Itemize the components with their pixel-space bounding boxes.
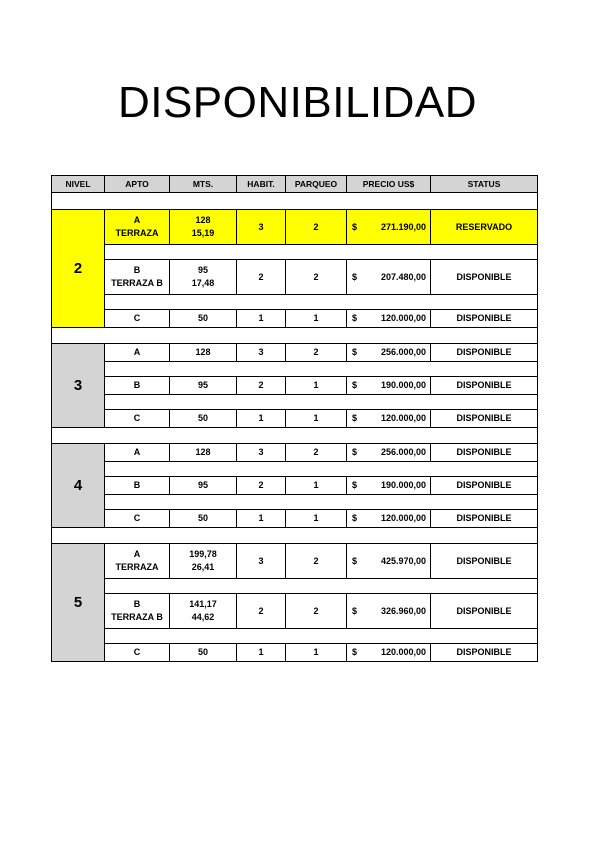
currency-symbol: $ <box>352 413 358 423</box>
availability-table <box>51 175 538 662</box>
mts-cell <box>170 344 237 362</box>
apto-cell-line: TERRAZA <box>115 562 159 572</box>
mts-cell-line: 128 <box>195 215 211 225</box>
header-nivel: NIVEL <box>52 176 105 193</box>
currency-symbol: $ <box>352 647 358 657</box>
mts-cell-line: 15,19 <box>191 228 215 238</box>
mts-cell-line: 128 <box>195 347 211 357</box>
apto-cell-line: B <box>133 380 141 390</box>
habit-cell: 1 <box>237 510 286 528</box>
apto-cell <box>105 544 170 579</box>
currency-symbol: $ <box>352 313 358 323</box>
availability-table-body <box>52 176 538 662</box>
page-title: DISPONIBILIDAD <box>117 78 478 127</box>
precio-wrapper <box>347 221 430 234</box>
apto-cell <box>105 644 170 662</box>
mts-cell <box>170 410 237 428</box>
apto-cell-line: C <box>133 513 141 523</box>
apto-cell-line: C <box>133 647 141 657</box>
unit-spacer-row <box>52 395 538 410</box>
parqueo-cell: 2 <box>286 594 347 629</box>
mts-cell <box>170 210 237 245</box>
precio-value: 120.000,00 <box>380 647 426 657</box>
unit-spacer-row <box>52 495 538 510</box>
mts-cell-line: 95 <box>197 480 208 490</box>
level-separator-row <box>52 528 538 544</box>
table-row <box>52 410 538 428</box>
table-row <box>52 510 538 528</box>
nivel-cell: 3 <box>52 344 105 428</box>
header-precio: PRECIO US$ <box>347 176 431 193</box>
unit-spacer-row <box>52 362 538 377</box>
precio-wrapper <box>347 312 430 325</box>
apto-cell-line: C <box>133 413 141 423</box>
unit-spacer-row <box>52 295 538 310</box>
apto-cell <box>105 344 170 362</box>
apto-cell <box>105 410 170 428</box>
table-row <box>52 260 538 295</box>
status-cell: DISPONIBLE <box>431 410 538 428</box>
currency-symbol: $ <box>352 347 358 357</box>
apto-cell-line: B <box>133 265 141 275</box>
currency-symbol: $ <box>352 605 358 616</box>
apto-cell <box>105 594 170 629</box>
header-status: STATUS <box>431 176 538 193</box>
precio-value: 326.960,00 <box>380 605 426 616</box>
apto-cell <box>105 477 170 495</box>
header-spacer-row-cell <box>52 193 538 210</box>
status-cell: DISPONIBLE <box>431 477 538 495</box>
mts-cell <box>170 444 237 462</box>
mts-cell <box>170 594 237 629</box>
precio-cell <box>347 644 431 662</box>
precio-value: 120.000,00 <box>380 413 426 423</box>
status-cell: DISPONIBLE <box>431 260 538 295</box>
header-row <box>52 176 538 193</box>
status-cell: DISPONIBLE <box>431 594 538 629</box>
table-row <box>52 644 538 662</box>
mts-cell-line: 26,41 <box>191 562 215 572</box>
table-row <box>52 544 538 579</box>
mts-cell-line: 50 <box>197 413 208 423</box>
parqueo-cell: 1 <box>286 410 347 428</box>
status-cell: DISPONIBLE <box>431 344 538 362</box>
mts-cell <box>170 510 237 528</box>
unit-spacer-row-cell <box>105 395 538 410</box>
precio-wrapper <box>347 646 430 659</box>
mts-cell-line: 128 <box>195 447 211 457</box>
apto-cell-line: A <box>133 549 141 559</box>
parqueo-cell: 2 <box>286 544 347 579</box>
apto-cell-line: A <box>133 215 141 225</box>
habit-cell: 2 <box>237 477 286 495</box>
mts-cell <box>170 310 237 328</box>
habit-cell: 2 <box>237 594 286 629</box>
nivel-cell: 4 <box>52 444 105 528</box>
habit-cell: 1 <box>237 410 286 428</box>
mts-cell-line: 199,78 <box>189 549 217 559</box>
table-row <box>52 594 538 629</box>
mts-cell-line: 50 <box>197 313 208 323</box>
precio-cell <box>347 477 431 495</box>
precio-wrapper <box>347 379 430 392</box>
precio-value: 120.000,00 <box>380 313 426 323</box>
apto-cell-line: A <box>133 347 141 357</box>
currency-symbol: $ <box>352 480 358 490</box>
precio-wrapper <box>347 346 430 359</box>
mts-cell-line: 50 <box>197 647 208 657</box>
precio-value: 190.000,00 <box>380 380 426 390</box>
apto-cell-line: TERRAZA B <box>111 612 163 622</box>
apto-cell-line: TERRAZA B <box>111 278 163 288</box>
precio-cell <box>347 210 431 245</box>
precio-wrapper <box>347 479 430 492</box>
habit-cell: 3 <box>237 444 286 462</box>
precio-value: 271.190,00 <box>380 221 426 232</box>
parqueo-cell: 1 <box>286 310 347 328</box>
precio-cell <box>347 444 431 462</box>
parqueo-cell: 2 <box>286 210 347 245</box>
habit-cell: 3 <box>237 344 286 362</box>
precio-cell <box>347 510 431 528</box>
habit-cell: 2 <box>237 377 286 395</box>
nivel-cell: 5 <box>52 544 105 662</box>
precio-wrapper <box>347 512 430 525</box>
mts-cell-line: 50 <box>197 513 208 523</box>
precio-cell <box>347 377 431 395</box>
mts-cell <box>170 377 237 395</box>
table-row <box>52 344 538 362</box>
precio-cell <box>347 410 431 428</box>
apto-cell-line: B <box>133 599 141 609</box>
mts-cell <box>170 644 237 662</box>
apto-cell-line: B <box>133 480 141 490</box>
header-spacer-row <box>52 193 538 210</box>
level-separator-row-cell <box>52 328 538 344</box>
precio-cell <box>347 594 431 629</box>
apto-cell-line: A <box>133 447 141 457</box>
precio-cell <box>347 544 431 579</box>
status-cell: RESERVADO <box>431 210 538 245</box>
mts-cell-line: 95 <box>197 265 208 275</box>
table-row <box>52 377 538 395</box>
apto-cell <box>105 260 170 295</box>
unit-spacer-row <box>52 629 538 644</box>
unit-spacer-row-cell <box>105 579 538 594</box>
unit-spacer-row <box>52 579 538 594</box>
unit-spacer-row-cell <box>105 362 538 377</box>
apto-cell-line: C <box>133 313 141 323</box>
mts-cell <box>170 260 237 295</box>
header-parqueo: PARQUEO <box>286 176 347 193</box>
apto-cell <box>105 310 170 328</box>
precio-value: 256.000,00 <box>380 447 426 457</box>
currency-symbol: $ <box>352 555 358 566</box>
table-row <box>52 477 538 495</box>
parqueo-cell: 1 <box>286 377 347 395</box>
habit-cell: 3 <box>237 544 286 579</box>
habit-cell: 1 <box>237 644 286 662</box>
parqueo-cell: 1 <box>286 477 347 495</box>
currency-symbol: $ <box>352 271 358 282</box>
precio-wrapper <box>347 555 430 568</box>
table-row <box>52 444 538 462</box>
level-separator-row <box>52 428 538 444</box>
status-cell: DISPONIBLE <box>431 510 538 528</box>
header-apto: APTO <box>105 176 170 193</box>
status-cell: DISPONIBLE <box>431 644 538 662</box>
precio-wrapper <box>347 271 430 284</box>
mts-cell <box>170 544 237 579</box>
table-row <box>52 310 538 328</box>
precio-cell <box>347 344 431 362</box>
precio-wrapper <box>347 446 430 459</box>
apto-cell <box>105 510 170 528</box>
precio-value: 256.000,00 <box>380 347 426 357</box>
currency-symbol: $ <box>352 447 358 457</box>
precio-value: 207.480,00 <box>380 271 426 282</box>
unit-spacer-row <box>52 462 538 477</box>
habit-cell: 3 <box>237 210 286 245</box>
precio-value: 425.970,00 <box>380 555 426 566</box>
precio-cell <box>347 310 431 328</box>
apto-cell <box>105 210 170 245</box>
mts-cell-line: 141,17 <box>189 599 217 609</box>
unit-spacer-row <box>52 245 538 260</box>
header-mts: MTS. <box>170 176 237 193</box>
precio-wrapper <box>347 605 430 618</box>
apto-cell <box>105 444 170 462</box>
status-cell: DISPONIBLE <box>431 444 538 462</box>
nivel-cell: 2 <box>52 210 105 328</box>
unit-spacer-row-cell <box>105 629 538 644</box>
unit-spacer-row-cell <box>105 245 538 260</box>
currency-symbol: $ <box>352 380 358 390</box>
precio-wrapper <box>347 412 430 425</box>
apto-cell <box>105 377 170 395</box>
habit-cell: 2 <box>237 260 286 295</box>
header-habit: HABIT. <box>237 176 286 193</box>
level-separator-row-cell <box>52 428 538 444</box>
apto-cell-line: TERRAZA <box>115 228 159 238</box>
unit-spacer-row-cell <box>105 295 538 310</box>
precio-cell <box>347 260 431 295</box>
mts-cell-line: 17,48 <box>191 278 215 288</box>
status-cell: DISPONIBLE <box>431 544 538 579</box>
mts-cell-line: 44,62 <box>191 612 215 622</box>
table-row <box>52 210 538 245</box>
currency-symbol: $ <box>352 513 358 523</box>
parqueo-cell: 2 <box>286 444 347 462</box>
level-separator-row-cell <box>52 528 538 544</box>
level-separator-row <box>52 328 538 344</box>
unit-spacer-row-cell <box>105 462 538 477</box>
unit-spacer-row-cell <box>105 495 538 510</box>
status-cell: DISPONIBLE <box>431 310 538 328</box>
precio-value: 120.000,00 <box>380 513 426 523</box>
parqueo-cell: 1 <box>286 644 347 662</box>
status-cell: DISPONIBLE <box>431 377 538 395</box>
habit-cell: 1 <box>237 310 286 328</box>
precio-value: 190.000,00 <box>380 480 426 490</box>
parqueo-cell: 2 <box>286 260 347 295</box>
parqueo-cell: 1 <box>286 510 347 528</box>
mts-cell <box>170 477 237 495</box>
currency-symbol: $ <box>352 221 358 232</box>
parqueo-cell: 2 <box>286 344 347 362</box>
mts-cell-line: 95 <box>197 380 208 390</box>
